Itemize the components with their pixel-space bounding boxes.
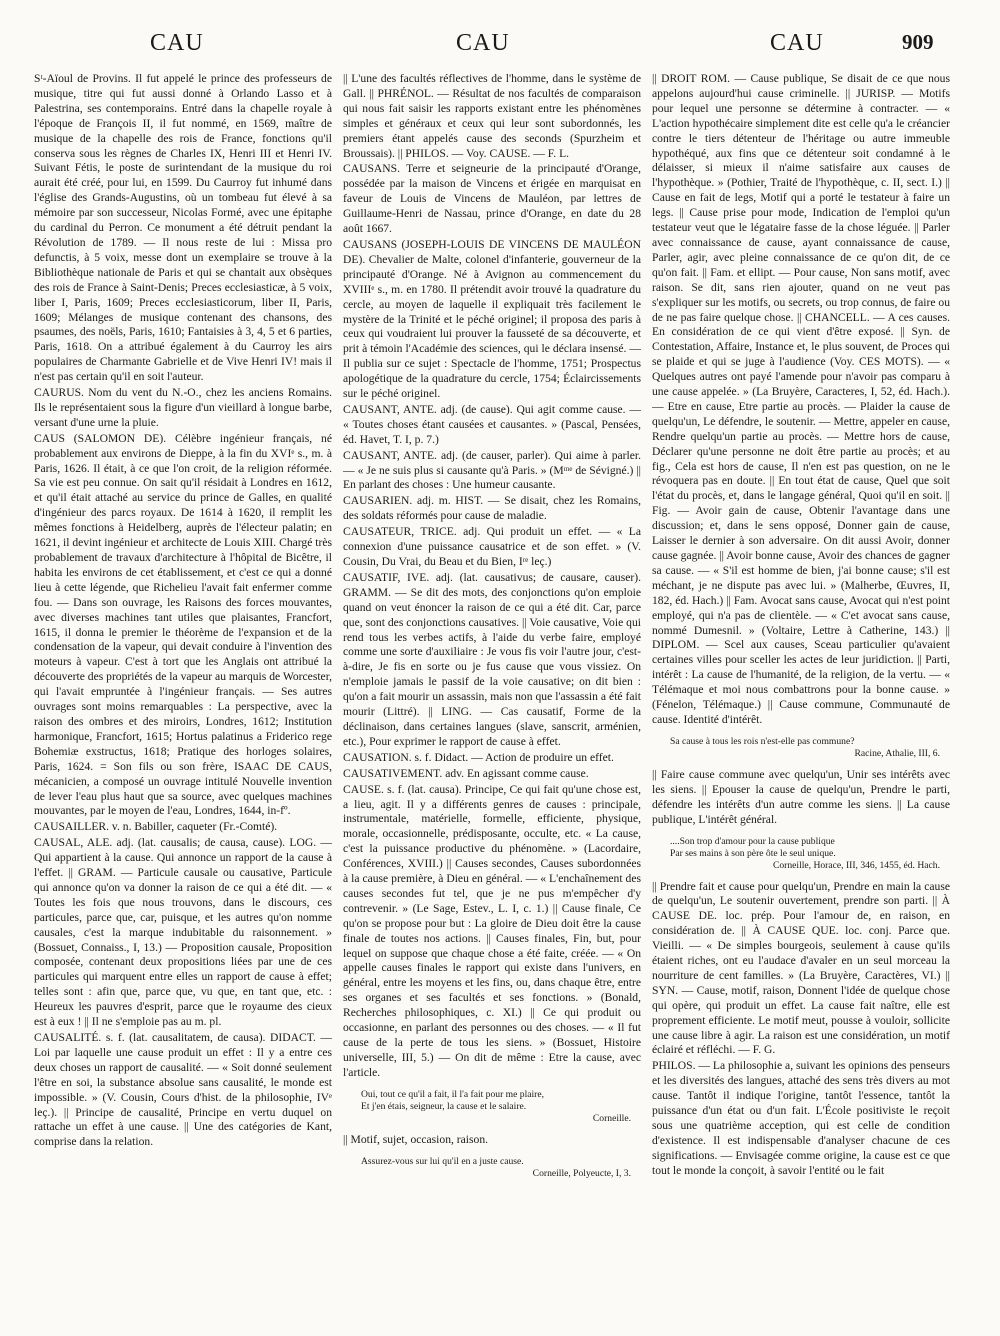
entry-causailler: CAUSAILLER. v. n. Babiller, caqueter (Fr.-Comté). — [34, 820, 278, 834]
quote-line: ....Son trop d'amour pour la cause publique — [670, 835, 835, 847]
quote-source: Corneille. — [592, 1112, 631, 1124]
entry-causant-1: CAUSANT, ANTE. adj. (de cause). Qui agit comme cause. — « Toutes choses étant causées et causantes. » (Pascal, Pensées, éd. Havet, T. I, p. 7.) — [343, 402, 641, 446]
quote-line: Sa cause à tous les rois n'est-elle pas commune? — [670, 735, 855, 747]
verse-quote-polyeucte — [343, 1156, 641, 1180]
quote-source: Corneille, Polyeucte, I, 3. — [532, 1167, 631, 1179]
entry-causation: CAUSATION. s. f. Didact. — Action de produire un effet. — [343, 750, 614, 764]
entry-caus: CAUS (SALOMON DE). Célèbre ingénieur français, né probablement aux environs de Dieppe, à la fin du XVIᵉ s., m. à Paris, 1626. Il était, à ce que l'on croit, de la religion réformée. Sa vie est peu connue. On sait qu'il résidait à Londres en 1612, et qu'il était attaché au service du prince de Galles, en qualité d'ingénieur des parcs royaux. De 1614 à 1620, il remplit les mêmes fonctions à Heidelberg, auprès de l'électeur palatin; en 1621, il devint ingénieur et architecte de Louis XIII. Chargé très probablement de travaux d'architecture à l'hôpital de Bicêtre, il habita les environs de cet établissement, et c'est ce qui a donné lieu à cette légende, que Richelieu l'avait fait enfermer comme fou. — Dans son ouvrage, les Raisons des forces mouvantes, avec diverses machines tant utiles que plaisantes, Francfort, 1615, il donna le premier le théorème de l'expansion et de la condensation de la vapeur, qui devait conduire à l'invention des moteurs à vapeur. C'est à tort que les Anglais ont attribué la découverte des propriétés de la vapeur au marquis de Worcester, qui l'avait empruntée à l'ingénieur français. — Ses autres ouvrages sont moins remarquables : La perspective, avec la raison des ombres et des miroirs, Londres, 1612; Institution harmonique, Francfort, 1615; Hortus palatinus a Friderico rege Bohemiæ exstructus, 1618; Pratique des horloges solaires, Paris, 1624. = Son fils ou son frère, ISAAC DE CAUS, mécanicien, a composé un ouvrage intitulé Nouvelle invention de lever l'eau plus haut que sa source, avec quelques machines mouvantes, par le moyen de l'eau, Londres, 1644, in-fº. — [34, 431, 332, 818]
quote-line: Oui, tout ce qu'il a fait, il l'a fait pour me plaire, — [361, 1088, 545, 1100]
verse-quote-athalie — [652, 736, 950, 760]
verse-quote-corneille — [343, 1089, 641, 1125]
entry-causatif: CAUSATIF, IVE. adj. (lat. causativus; de causare, causer). GRAMM. — Se dit des mots, des conjonctions qu'on emploie quand on veut énoncer la raison de ce qui a été dit. Car, parce que, sont des conjonctions causatives. || Voie causative, Voie qui rend tous les verbes actifs, à l'aide du verbe faire, employé comme une sorte d'auxiliaire : Je vous fis voir l'autre jour, c'est-à-dire, Je fis en sorte ou je fus cause que vous vissiez. On n'emploie jamais le passif de la voie causative; on dit bien : qu'on a fait mourir un assassin, mais non que l'assassin a été fait mourir (Littré). || LING. — Cas causatif, Forme de la déclinaison, dans certaines langues (slave, sanscrit, arménien, etc.), Pour exprimer le rapport de cause à effet. — [343, 570, 641, 748]
running-head-left: CAU — [150, 30, 204, 56]
entry-caurroy-cont: Sᵗ-Aïoul de Provins. Il fut appelé le prince des professeurs de musique, titre qui fut aussi donné à Orlando Lasso et à Palestrina, ses contemporains. Entré dans la chapelle royale à l'époque de François II, il fut nommé, en 1569, maître de musique de la chapelle des rois de France, fonctions qu'il conserva sous les règnes de Charles IX, Henri III et Henri IV. Suivant Fétis, le poste de surintendant de la musique du roi aurait été créé, pour lui, en 1599. Du Caurroy fut inhumé dans l'église des Grands-Augustins, où un tombeau fut élevé à sa mémoire par son successeur, Nicolas Formé, avec une épitaphe du cardinal du Perron. Ce monument a été détruit pendant la Révolution de 1789. — Il nous reste de lui : Missa pro defunctis, à 5 voix, messe dont un exemplaire se trouve à la Bibliothèque nationale de Paris et qui se chantait aux obsèques des rois de France à Saint-Denis; Preces ecclesiasticæ, à 5 voix, liber I, Paris, 1609; Preces ecclesiasticorum, liber II, Paris, 1609; Mélanges de musique contenant des chansons, des psaumes, des noëls, Paris, 1610; Fantaisies à 3, 4, 5 et 6 parties, Paris, 1618. On a attribué également à du Caurroy les airs populaires de Charmante Gabrielle et de Vive Henri IV! mais il n'est pas certain qu'il en soit l'auteur. — [34, 72, 332, 384]
entry-causalite-cont: || L'une des facultés réflectives de l'homme, dans le système de Gall. || PHRÉNOL. — Résultat de nos facultés de comparaison qui nous fait saisir les rapports existant entre les phénomènes simples et généraux et ceux qui leur sont subordonnés, les premiers étant appelés cause des seconds (Spurzheim et Broussais). || PHILOS. — Voy. CAUSE. — F. L. — [343, 72, 641, 160]
verse-quote-horace — [652, 836, 950, 872]
column-1 — [34, 72, 332, 1328]
quote-line: Assurez-vous sur lui qu'il en a juste cause. — [361, 1155, 524, 1167]
page-number: 909 — [902, 30, 934, 54]
quote-line: Et j'en étais, seigneur, la cause et le salaire. — [361, 1100, 527, 1112]
entry-causateur: CAUSATEUR, TRICE. adj. Qui produit un effet. — « La connexion d'une puissance causatrice et de son effet. » (V. Cousin, Du Vrai, du Beau et du Bien, Iʳᵉ leç.) — [343, 525, 641, 568]
entry-causarien: CAUSARIEN. adj. m. HIST. — Se disait, chez les Romains, des soldats réformés pour cause de maladie. — [343, 494, 641, 523]
column-2 — [343, 72, 641, 1328]
entry-cause-cont: || DROIT ROM. — Cause publique, Se disait de ce que nous appelons aujourd'hui cause criminelle. || JURISP. — Motifs pour lequel une personne se détermine à contracter. — « L'action hypothécaire simplement dite est celle qu'a le créancier contre le tiers détenteur de l'héritage ou autre immeuble hypothéqué, aux fins que ce détenteur soit condamné à le délaisser, si mieux il n'aime satisfaire aux causes de l'hypothèque. » (Pothier, Traité de l'hypothèque, c. II, sect. I.) || Cause en fait de legs, Motif qui a porté le testateur à faire un legs. || Cause prise pour mode, Indication de l'emploi qu'un testateur veut que le légataire fasse de la chose léguée. || Parler avec connaissance de cause, ayant connaissance de cause, Parler, agir, avec pleine connaissance de ce qu'on dit, de ce qu'on fait. || Fam. et ellipt. — Pour cause, Non sans motif, avec raison. Se dit, sans rien ajouter, quand on ne veut pas s'expliquer sur les motifs, ou secrets, ou trop connus, de faire ou de ne pas faire quelque chose. || CHANCELL. — A ces causes. En considération de ce qui vient d'être exposé. || Syn. de Contestation, Affaire, Instance et, le plus souvent, de Proces qui se plaide et qui se juge à l'audience (Voy. CES MOTS). — « Quelques autres ont payé l'amende pour n'avoir pas comparu à une cause appelée. » (La Bruyère, Caracteres, I, 52, éd. Hach.). — Etre en cause, Etre partie au procès. — Plaider la cause de quelqu'un, Le défendre, le soutenir. — Mettre, appeler en cause, Rendre quelqu'un partie au procès. — Mettre hors de cause, Déclarer qu'une personne ne doit être partie au procès; et au fig., Cela est hors de cause, Il n'en est pas question, on ne le révoquera pas en doute. || En tout état de cause, Quel que soit l'état du procès, et, dans le langage général, Quoi qu'il en soit. || Fig. — Avoir gain de cause, Obtenir l'avantage dans une discussion; et, dans le sens opposé, Donner gain de cause, Laisser le dernier à son adversaire. On dit aussi Avoir, donner cause gagnée. || Avoir bonne cause, Avoir des chances de gagner sa cause. — « S'il est homme de bien, j'ai bonne cause; s'il est méchant, je ne dispute pas avec lui. » (Malherbe, Œuvres, II, 182, éd. Hach.) || Fam. Avocat sans cause, Avocat qui n'est point employé, qui n'a pas de clientèle. — « C'et avocat sans cause, nommé Dumesnil. » (Voltaire, Lettre à Catherine, 143.) || DIPLOM. — Scel aux causes, Sceau particulier qu'avaient certaines villes pour sceller les actes de leur juridiction. || Parti, intérêt : La cause de l'humanité, de la religion, de la vertu. — « Télémaque et moi nous combattrons pour la bonne cause. » (Fénelon, Télémaque.) || Cause commune, Communauté de cause. Identité d'intérêt. — [652, 72, 950, 726]
entry-cause-motif: || Motif, sujet, occasion, raison. — [343, 1132, 489, 1146]
entry-causal: CAUSAL, ALE. adj. (lat. causalis; de causa, cause). LOG. — Qui appartient à la cause. Qui annonce un rapport de la cause à l'effet. || GRAM. — Particule causale ou causative, Particule qui annonce qu'on va donner la raison de ce qui a été dit. — « Toutes les fois que nous trouvons, dans le discours, ces particules, parce que, car, puisque, et les autres qu'on nomme causales, c'est la marque indubitable du raisonnement. » (Bossuet, Connaiss., I, 13.) — Proposition causale, Proposition composée, contenant deux propositions liées par une de ces particules qui marquent entre elles un rapport de cause à effet; telles sont : afin que, parce que, vu que, en tant que, etc. : Heureux les pauvres d'esprit, parce que le royaume des cieux est à eux ! || Il ne s'emploie pas au m. pl. — [34, 836, 332, 1029]
entry-causans: CAUSANS. Terre et seigneurie de la principauté d'Orange, possédée par la maison de Vincens et érigée en marquisat en faveur de Louis de Vincens de Mauléon, par lettres de Guillaume-Henri de Nassau, prince d'Orange, en date du 28 août 1667. — [343, 162, 641, 236]
entry-philos: PHILOS. — La philosophie a, suivant les opinions des penseurs et les diversités des langues, attaché des sens très divers au mot cause. Tantôt il indique l'origine, tantôt l'essence, tantôt la puissance d'un état ou d'un fait. L'École positiviste le reçoit sous une quatrième acception, qui est celle de condition d'existence. Il est indispensable d'analyser chacune de ces significations. — Envisagée comme origine, la cause est ce que tout le monde la conçoit, à savoir l'entité ou le fait — [652, 1059, 950, 1177]
entry-causativement: CAUSATIVEMENT. adv. En agissant comme cause. — [343, 766, 589, 780]
quote-line: Par ses mains à son père ôte le seul unique. — [670, 847, 836, 859]
entry-cause: CAUSE. s. f. (lat. causa). Principe, Ce qui fait qu'une chose est, a lieu, agit. Il y a différents genres de causes : principale, instrumentale, matérielle, formelle, efficiente, physique, morale, occasionnelle, prédisposante, occulte, etc. « La cause, c'est la puissance productive du phénomène. » (Lacordaire, Conférences, XVIII.) || Causes secondes, Causes subordonnées à la cause première, à Dieu en général. — « L'enchaînement des causes secondes fut tel, que je ne pus m'empêcher d'y contrevenir. » (Le Sage, Estev., L. I, c. 1.) || Cause finale, Ce qu'on se propose pour but : La gloire de Dieu doit être la cause finale de toutes nos actions. || Causes finales, Fin, but, pour lequel on suppose que chaque chose a été faite, créée. — « On appelle causes finales le rapport qui existe dans l'univers, en général, entre les moyens et les fins, ou, dans chaque être, entre ses organes et ses facultés et ses fonctions. » (Bonald, Recherches philosophiques, c. XI.) || Ce qui produit ou occasionne, en parlant des personnes ou des choses. — « Il fut cause de la perte de tous les siens. » (Bossuet, Histoire universelle, III, 5.) — On dit de même : Etre la cause, avec l'article. — [343, 782, 641, 1079]
entry-causans-joseph: CAUSANS (JOSEPH-LOUIS DE VINCENS DE MAULÉON DE). Chevalier de Malte, colonel d'infanterie, gouverneur de la principauté d'Orange. Né à Avignon au commencement du XVIIIᵉ s., m. en 1780. Il prétendit avoir trouvé la quadrature du cercle, au moyen de laquelle il expliquait très facilement le mystère de la Trinité et le péché originel; il proposa des paris à ceux qui voudraient lui prouver la fausseté de sa découverte, et prit à témoin l'Académie des sciences, qui le déclara insensé. — Il publia sur ce sujet : Spectacle de l'homme, 1751; Prospectus apologétique de la quadrature du cercle, 1754; Éclaircissements sur le péché originel. — [343, 237, 641, 401]
quote-source: Racine, Athalie, III, 6. — [854, 747, 940, 759]
entry-prendre-fait: || Prendre fait et cause pour quelqu'un, Prendre en main la cause de quelqu'un, Le soutenir ouvertement, prendre son parti. || À CAUSE DE. loc. prép. Pour l'amour de, en raison, en considération de. || À CAUSE QUE. loc. conj. Parce que. Vieilli. — « De simples bourgeois, seulement à cause qu'ils étaient riches, ont eu l'audace d'avaler en un seul morceau la nourriture de cent familles. » (La Bruyère, Caractères, VI.) || SYN. — Cause, motif, raison, Donnent l'idée de quelque chose qui opère, qui produit un effet. La cause fait naître, elle est proprement efficiente. Le motif meut, pousse à vouloir, sollicite une cause libre à agir. La raison est une considération, un motif éclairé et réfléchi. — F. G. — [652, 879, 950, 1057]
running-head-center: CAU — [456, 30, 510, 56]
column-3 — [652, 72, 950, 1328]
entry-cause-commune: || Faire cause commune avec quelqu'un, Unir ses intérêts avec les siens. || Epouser la cause de quelqu'un, Prendre le parti, défendre les intérêts d'un autre comme les siens. || La cause publique, L'intérêt général. — [652, 767, 950, 826]
entry-causant-2: CAUSANT, ANTE. adj. (de causer, parler). Qui aime à parler. — « Je ne suis plus si causante qu'à Paris. » (Mᵐᵉ de Sévigné.) || En parlant des choses : Une humeur causante. — [343, 448, 641, 492]
quote-source: Corneille, Horace, III, 346, 1455, éd. Hach. — [772, 859, 940, 871]
running-head-right: CAU — [770, 30, 824, 56]
entry-caurus: CAURUS. Nom du vent du N.-O., chez les anciens Romains. Ils le représentaient sous la figure d'un vieillard à longue barbe, versant d'une urne la pluie. — [34, 386, 332, 429]
entry-causalite: CAUSALITÉ. s. f. (lat. causalitatem, de causa). DIDACT. — Loi par laquelle une cause produit un effet : Il y a entre ces deux choses un rapport de causalité. — « Soit donné seulement l'être en soi, la substance absolue sans causalité, le monde est impossible. » (V. Cousin, Cours d'hist. de la philosophie, IVᵉ leç.). || Principe de causalité, Principe en vertu duquel on rattache un effet à une cause. || Une des catégories de Kant, comprise dans la relation. — [34, 1031, 332, 1149]
